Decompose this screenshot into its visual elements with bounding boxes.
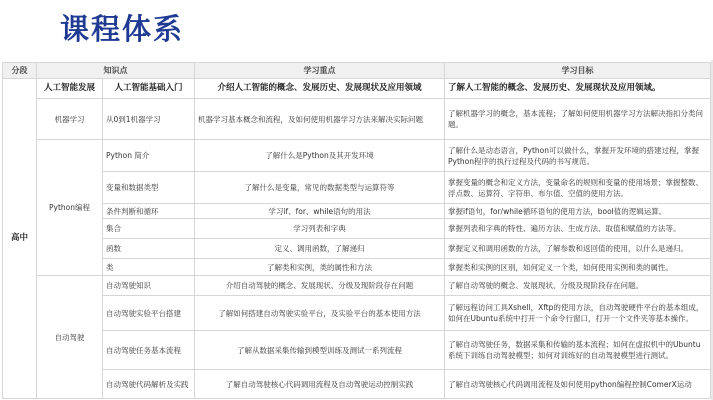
subtopic-cell: 集合: [103, 219, 195, 239]
goal-cell: 掌握类和实例的区别，如何定义一个类，如何使用实例和类的属性。: [445, 259, 711, 276]
group-autodrive-cell: 自动驾驶: [37, 276, 103, 399]
subtopic-cell: 自动驾驶任务基本流程: [103, 331, 195, 370]
table-row: [3, 219, 711, 239]
table-row: [3, 140, 711, 172]
key-point-cell: 了解如何搭建自动驾驶实验平台，及实验平台的基本使用方法: [195, 296, 445, 331]
table-subheader-row: [3, 79, 711, 99]
subtopic-cell: 自动驾驶知识: [103, 276, 195, 296]
key-point-cell: 了解什么是Python及其开发环境: [195, 140, 445, 172]
subtopic-cell: 从0到1机器学习: [103, 99, 195, 140]
subheader-goals: 了解人工智能的概念、发展历史、发展现状及应用领域。: [445, 79, 711, 99]
table-row: [3, 331, 711, 370]
subtopic-cell: 条件判断和循环: [103, 204, 195, 219]
table-header-row: [3, 63, 711, 79]
group-python-cell: Python编程: [37, 140, 103, 276]
goal-cell: 掌握列表和字典的特性、遍历方法、生成方法、取值和赋值的方法等。: [445, 219, 711, 239]
header-goals: 学习目标: [445, 63, 711, 79]
goal-cell: 了解什么是动态语言，Python可以做什么，掌握开发环境的搭建过程，掌握Python程序的执行过程及代码的书写规范。: [445, 140, 711, 172]
table-row: [3, 370, 711, 399]
subtopic-cell: 函数: [103, 239, 195, 259]
key-point-cell: 了解自动驾驶核心代码调用流程及自动驾驶运动控制实践: [195, 370, 445, 399]
subtopic-cell: 类: [103, 259, 195, 276]
goal-cell: 了解自动驾驶任务，数据采集和传输的基本流程；如何在虚拟机中的Ubuntu系统下训练自动驾驶模型；如何对训练好的自动驾驶模型进行测试。: [445, 331, 711, 370]
subheader-ai-dev: 人工智能发展: [37, 79, 103, 99]
table-row: [3, 296, 711, 331]
key-point-cell: 了解类和实例，类的属性和方法: [195, 259, 445, 276]
goal-cell: 了解自动驾驶核心代码调用流程及如何使用python编程控制ComerX运动: [445, 370, 711, 399]
header-key-points: 学习重点: [195, 63, 445, 79]
level-cell: 高中: [3, 79, 37, 399]
subtopic-cell: 自动驾驶代码解析及实践: [103, 370, 195, 399]
goal-cell: 掌握定义和调用函数的方法，了解参数和返回值的使用，以什么是递归。: [445, 239, 711, 259]
header-level: 分段: [3, 63, 37, 79]
key-point-cell: 学习列表和字典: [195, 219, 445, 239]
key-point-cell: 了解从数据采集传输到模型训练及测试一系列流程: [195, 331, 445, 370]
goal-cell: 了解自动驾驶的概念、发展现状、分级及现阶段存在问题。: [445, 276, 711, 296]
goal-cell: 了解远程访问工具Xshell，Xftp的使用方法，自动驾驶硬件平台的基本组成，如何在Ubuntu系统中打开一个命令行窗口，打开一个文件夹等基本操作。: [445, 296, 711, 331]
key-point-cell: 了解什么是变量，常见的数据类型与运算符等: [195, 172, 445, 204]
curriculum-table: [2, 62, 711, 399]
key-point-cell: 介绍自动驾驶的概念、发展现状、分级及现阶段存在问题: [195, 276, 445, 296]
subtopic-cell: Python 简介: [103, 140, 195, 172]
key-point-cell: 机器学习基本概念和流程，及如何使用机器学习方法来解决实际问题: [195, 99, 445, 140]
table-row: [3, 276, 711, 296]
subtopic-cell: 变量和数据类型: [103, 172, 195, 204]
key-point-cell: 学习if、for、while语句的用法: [195, 204, 445, 219]
topic-cell: 机器学习: [37, 99, 103, 140]
header-knowledge: 知识点: [37, 63, 195, 79]
table-row: [3, 204, 711, 219]
key-point-cell: 定义、调用函数，了解递归: [195, 239, 445, 259]
goal-cell: 了解机器学习的概念，基本流程；了解如何使用机器学习方法解决指扣分类问题。: [445, 99, 711, 140]
subtopic-cell: 自动驾驶实验平台搭建: [103, 296, 195, 331]
goal-cell: 掌握变量的概念和定义方法，变量命名的规则和变量的使用场景；掌握整数、浮点数、运算符、字符串、布尔值、空值的使用方法。: [445, 172, 711, 204]
subheader-key-points: 介绍人工智能的概念、发展历史、发展现状及应用领域: [195, 79, 445, 99]
subheader-ai-basic: 人工智能基础入门: [103, 79, 195, 99]
goal-cell: 掌握if语句，for/while循环语句的使用方法，bool值的逻辑运算。: [445, 204, 711, 219]
table-row: [3, 172, 711, 204]
page-title: 课程体系: [60, 12, 185, 46]
table-row: [3, 99, 711, 140]
table-row: [3, 259, 711, 276]
table-row: [3, 239, 711, 259]
